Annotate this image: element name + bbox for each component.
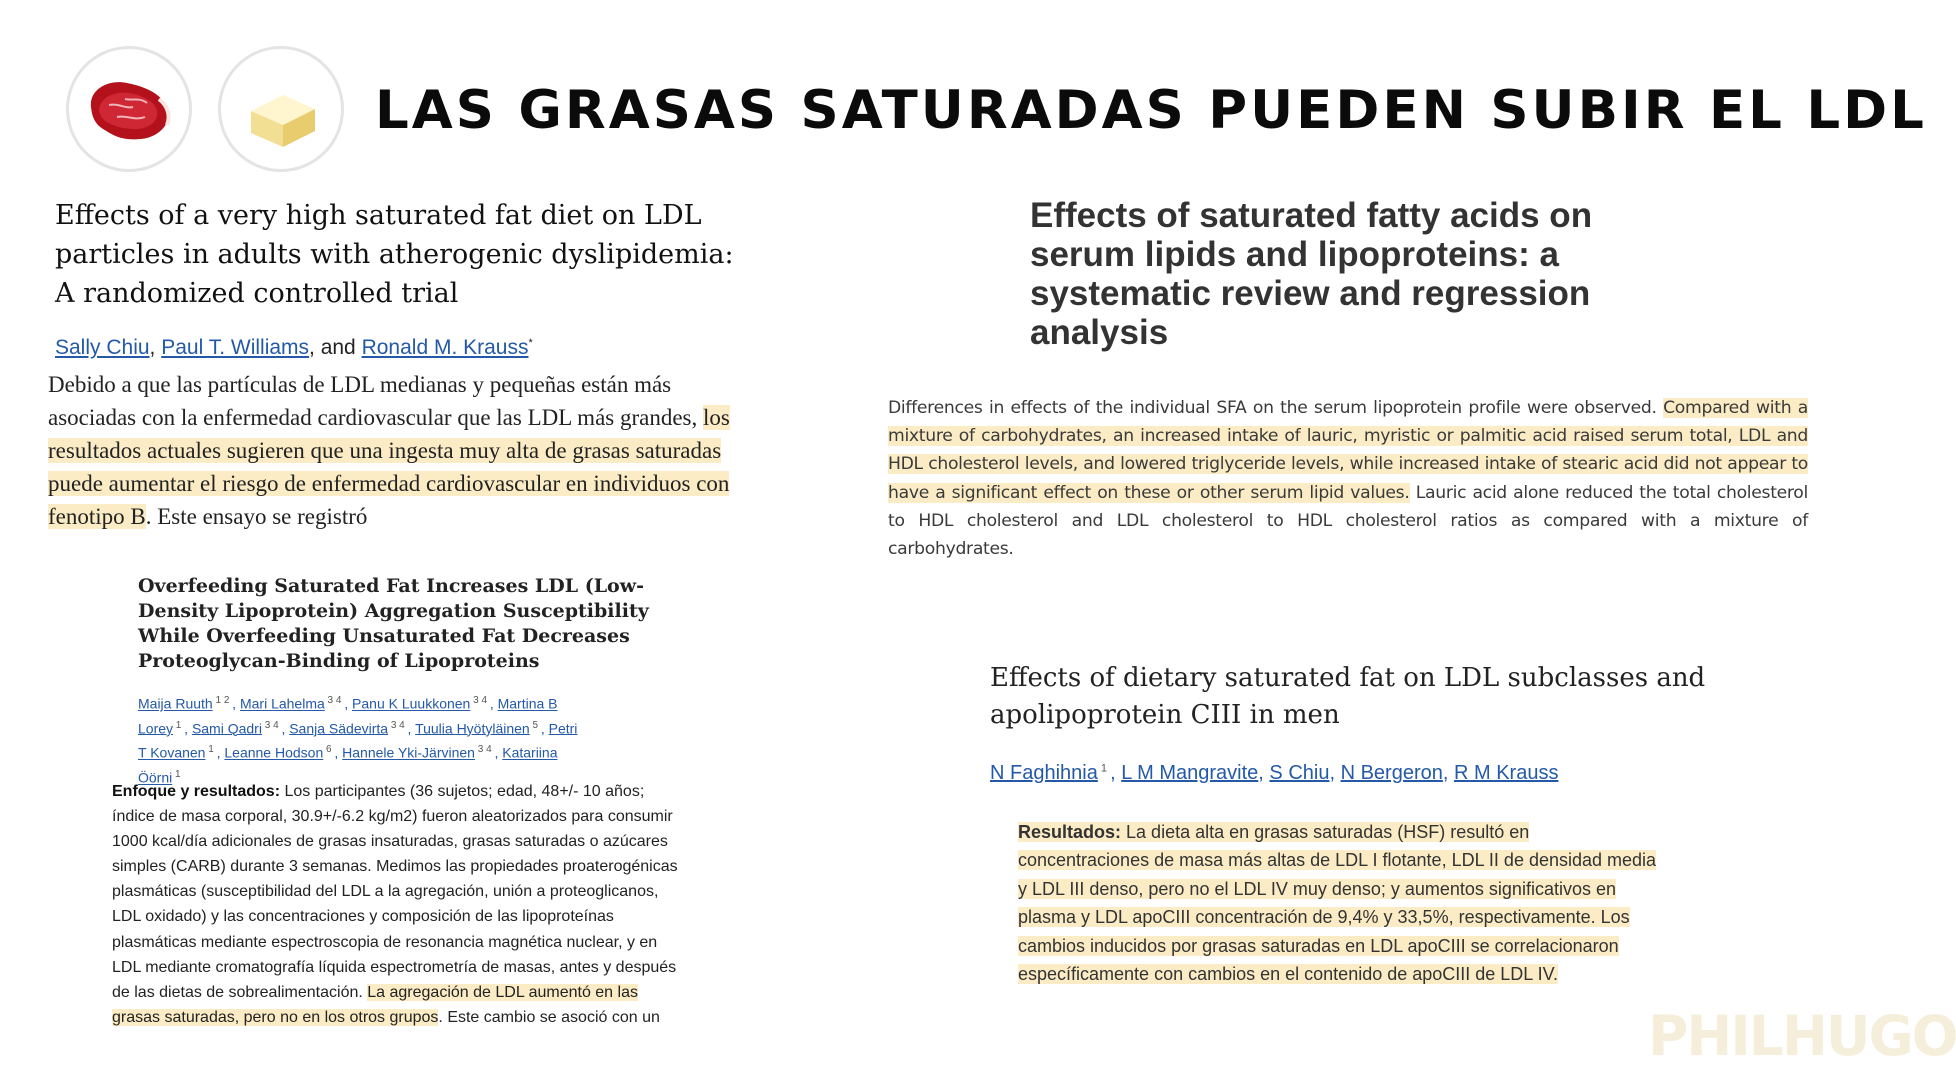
author-link[interactable]: Sami Qadri [191,720,262,737]
highlighted-text: La agregación de LDL aumentó en las grasas saturadas, pero no en los otros grupos [112,983,638,1026]
abstract-text: Differences in effects of the individual SFA on the serum lipoprotein profile were observed. [888,398,1664,418]
paper3-abstract [112,779,682,1030]
affiliation-number: 5 [529,719,541,731]
author-link[interactable]: Maija Ruuth [138,695,213,712]
author-link[interactable]: N Bergeron [1340,762,1443,784]
paper2-abstract [888,394,1808,563]
abstract-text: Los participantes (36 sujetos; edad, 48+/- 10 años; índice de masa corporal, 30.9+/-6.2 kg/m2) fueron aleatorizados para consumir 1000 kcal/día adicionales de grasas insaturadas, grasas saturadas o azúcares simples (CARB) durante 3 semanas. Medimos las propiedades proaterogénicas plasmáticas (susceptibilidad del LDL a la agregación, unión a proteoglicanos, LDL oxidado) y las concentraciones y composición de las lipoproteínas plasmáticas mediante espectroscopia de resonancia magnética nuclear, y en LDL mediante cromatografía líquida espectrometría de masas, antes y después de las dietas de sobrealimentación. [112,783,678,1001]
paper1-title: Effects of a very high saturated fat diet on LDL particles in adults with atherogenic dyslipidemia: A randomized controlled trial [55,200,734,309]
affiliation-number: 3 4 [324,695,345,706]
paper4-abstract [1018,818,1658,988]
affiliation-number: 1 2 [212,695,233,706]
highlighted-text: los resultados actuales sugieren que una ingesta muy alta de grasas saturadas puede aumentar el riesgo de enfermedad cardiovascular en individuos con fenotipo B [48,405,730,529]
abstract-text: . Este ensayo se registró [145,504,368,529]
author-link[interactable]: Katariina Öörni [138,744,558,786]
section-label: Enfoque y resultados: [112,783,281,800]
abstract-text: . Este cambio se asoció con un [438,1008,660,1026]
author-link[interactable]: S Chiu [1269,762,1330,784]
affiliation-number: 1 [205,744,217,756]
author-separator: , and [309,336,362,359]
watermark-logo: PHILHUGO [1648,1004,1956,1068]
author-link[interactable]: Petri T Kovanen [138,720,578,761]
author-link[interactable]: Mari Lahelma [239,695,325,712]
affiliation-number: 1 [173,719,185,731]
author-link[interactable]: Paul T. Williams [161,336,310,359]
affiliation-number: 3 4 [388,719,408,731]
author-link[interactable]: Sanja Sädevirta [289,720,389,737]
author-link[interactable]: Leanne Hodson [224,744,324,761]
paper4-title: Effects of dietary saturated fat on LDL subclasses and apolipoprotein CIII in men [990,663,1706,730]
author-link[interactable]: Ronald M. Krauss [361,336,529,359]
paper1-abstract [48,368,748,533]
highlighted-text: Compared with a mixture of carbohydrates, an increased intake of lauric, myristic or palmitic acid raised serum total, LDL and HDL cholesterol levels, and lowered triglyceride levels, while increased intake of stearic acid did not appear to have a significant effect on these or other serum lipid values. [888,398,1808,503]
author-link[interactable]: Hannele Yki-Järvinen [342,744,475,761]
butter-icon [218,46,344,172]
paper2-title: Effects of saturated fatty acids on serum lipids and lipoproteins: a systematic review and regression analysis [1030,196,1593,352]
affiliation-number: 1 [1097,762,1111,775]
author-link[interactable]: Tuulia Hyötyläinen [415,720,530,737]
paper3-title: Overfeeding Saturated Fat Increases LDL (Low-Density Lipoprotein) Aggregation Susceptibility While Overfeeding Unsaturated Fat Decreases Proteoglycan-Binding of Lipoproteins [138,575,649,672]
affiliation-number: 3 4 [261,719,282,731]
affiliation-number: 3 4 [474,744,495,756]
paper3-authors: Maija Ruuth $^{1 2}$ , Mari Lahelma $^{3 4}$ , Panu K Luukkonen $^{3 4}$ , Martina B Lorey $^1$ , Sami Qadri $^{3 4}$ , Sanja Sädevirta $^{3 4}$ , Tuulia Hyötyläinen $^5$ , Petri T Kovanen $^1$ , Leanne Hodson $^6$ , Hannele Yki-Järvinen $^{3 4}$ , Katariina Öörni $^1$ [138,695,578,786]
meat-icon [66,46,192,172]
affiliation-number: 3 4 [470,695,490,706]
abstract-text: Lauric acid alone reduced the total cholesterol to HDL cholesterol and LDL cholesterol to HDL cholesterol ratios as compared with a mixture of carbohydrates. [888,482,1808,560]
author-link[interactable]: Panu K Luukkonen [352,695,471,712]
author-link[interactable]: Sally Chiu [55,336,150,359]
author-link[interactable]: N Faghihnia [990,762,1098,784]
highlighted-text: La dieta alta en grasas saturadas (HSF) resultó en concentraciones de masa más altas de LDL I flotante, LDL II de densidad media y LDL III denso, pero no el LDL IV muy denso; y aumentos significativos en plasma y LDL apoCIII concentración de 9,4% y 33,5%, respectivamente. Los cambios inducidos por grasas saturadas en LDL apoCIII se correlacionaron específicamente con cambios en el contenido de apoCIII de LDL IV. [1018,822,1657,985]
author-footnote-mark: * [528,337,533,349]
affiliation-number: 6 [323,744,335,756]
author-link[interactable]: R M Krauss [1453,762,1559,784]
author-separator: , [149,336,162,359]
author-link[interactable]: Martina B Lorey [138,695,558,737]
abstract-text: Debido a que las partículas de LDL medianas y pequeñas están más asociadas con la enfermedad cardiovascular que las LDL más grandes, [48,372,704,430]
affiliation-number: 1 [172,768,181,780]
slide-title: LAS GRASAS SATURADAS PUEDEN SUBIR EL LDL [375,80,1927,141]
paper4-authors: N Faghihnia $^1$ , L M Mangravite, S Chiu, N Bergeron, R M Krauss [990,762,1559,784]
author-link[interactable]: L M Mangravite [1121,762,1259,784]
paper1-authors [55,336,533,360]
section-label: Resultados: [1018,822,1122,842]
